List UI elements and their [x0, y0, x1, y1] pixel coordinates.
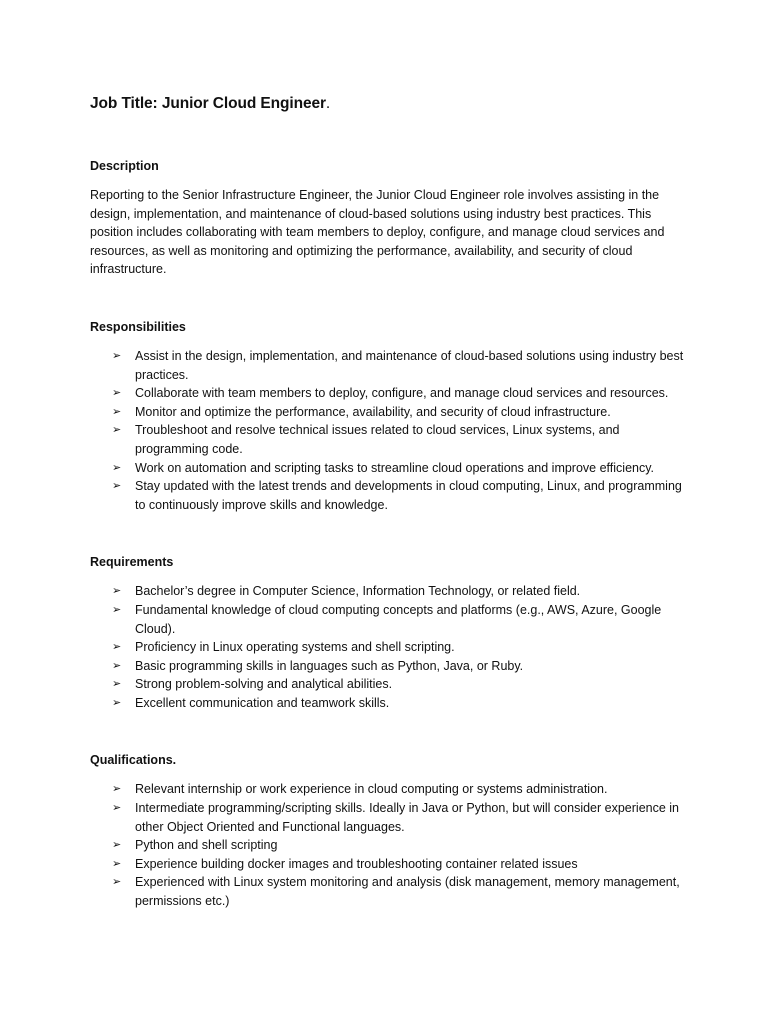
requirements-heading: Requirements	[90, 555, 174, 570]
list-item	[90, 855, 686, 874]
list-item-text: Relevant internship or work experience in cloud computing or systems administration.	[135, 782, 608, 797]
list-item-text: Basic programming skills in languages such as Python, Java, or Ruby.	[135, 658, 524, 673]
list-item-text: Bachelor’s degree in Computer Science, Information Technology, or related field.	[135, 584, 581, 599]
arrow-bullet-icon: ➢	[112, 696, 122, 709]
description-heading: Description	[90, 159, 159, 173]
arrow-bullet-icon: ➢	[112, 461, 122, 474]
list-item-text: Collaborate with team members to deploy, configure, and manage cloud services and resources.	[135, 386, 669, 401]
list-item	[90, 873, 686, 910]
title-period: .	[325, 95, 331, 112]
list-item	[90, 836, 686, 855]
list-item-text: Assist in the design, implementation, and maintenance of cloud-based solutions using industry best practices.	[135, 348, 684, 382]
arrow-bullet-icon: ➢	[112, 603, 122, 616]
arrow-bullet-icon: ➢	[112, 857, 122, 870]
list-item	[90, 421, 686, 458]
arrow-bullet-icon: ➢	[112, 480, 122, 493]
list-item	[90, 477, 686, 514]
list-item-text: Intermediate programming/scripting skills. Ideally in Java or Python, but will consider experience in other Object Oriented and Functional languages.	[135, 801, 680, 834]
list-item-text: Experienced with Linux system monitoring and analysis (disk management, memory management, permissions etc.)	[135, 875, 680, 909]
list-item-text: Python and shell scripting	[135, 838, 278, 853]
arrow-bullet-icon: ➢	[112, 802, 122, 815]
requirements-list	[90, 582, 686, 712]
list-item-text: Excellent communication and teamwork skills.	[135, 695, 390, 710]
qualifications-heading: Qualifications.	[90, 753, 177, 768]
document-page	[90, 94, 686, 911]
list-item-text: Work on automation and scripting tasks to streamline cloud operations and improve efficiency.	[135, 460, 655, 475]
arrow-bullet-icon: ➢	[112, 424, 122, 437]
list-item-text: Fundamental knowledge of cloud computing concepts and platforms (e.g., AWS, Azure, Google Cloud).	[135, 602, 662, 636]
arrow-bullet-icon: ➢	[112, 641, 122, 654]
arrow-bullet-icon: ➢	[112, 783, 122, 796]
list-item-text: Stay updated with the latest trends and developments in cloud computing, Linux, and programming to continuously improve skills and knowledge.	[135, 479, 682, 512]
arrow-bullet-icon: ➢	[112, 405, 122, 418]
list-item	[90, 384, 686, 403]
responsibilities-list	[90, 347, 686, 514]
list-item	[90, 799, 686, 836]
list-item	[90, 582, 686, 601]
list-item-text: Strong problem-solving and analytical abilities.	[135, 677, 393, 692]
arrow-bullet-icon: ➢	[112, 387, 122, 400]
list-item	[90, 459, 686, 478]
arrow-bullet-icon: ➢	[112, 585, 122, 598]
arrow-bullet-icon: ➢	[112, 839, 122, 852]
title-text: Job Title: Junior Cloud Engineer	[90, 95, 326, 112]
responsibilities-heading: Responsibilities	[90, 319, 186, 334]
arrow-bullet-icon: ➢	[112, 876, 122, 889]
list-item	[90, 403, 686, 422]
list-item-text: Monitor and optimize the performance, availability, and security of cloud infrastructure.	[135, 404, 611, 419]
list-item	[90, 638, 686, 657]
list-item-text: Experience building docker images and troubleshooting container related issues	[135, 856, 578, 871]
list-item	[90, 601, 686, 638]
list-item	[90, 675, 686, 694]
page-title	[90, 94, 686, 114]
list-item-text: Proficiency in Linux operating systems and shell scripting.	[135, 640, 455, 655]
list-item	[90, 780, 686, 799]
description-body: Reporting to the Senior Infrastructure Engineer, the Junior Cloud Engineer role involves assisting in the design, implementation, and maintenance of cloud-based solutions using industry best practices. This position includes collaborating with team members to deploy, configure, and manage cloud services and resources, as well as monitoring and optimizing the performance, availability, and security of cloud infrastructure.	[90, 188, 665, 277]
list-item-text: Troubleshoot and resolve technical issues related to cloud services, Linux systems, and programming code.	[135, 423, 620, 456]
list-item	[90, 694, 686, 713]
arrow-bullet-icon: ➢	[112, 659, 122, 672]
list-item	[90, 657, 686, 676]
qualifications-list	[90, 780, 686, 910]
arrow-bullet-icon: ➢	[112, 678, 122, 691]
arrow-bullet-icon: ➢	[112, 349, 122, 362]
list-item	[90, 347, 686, 384]
